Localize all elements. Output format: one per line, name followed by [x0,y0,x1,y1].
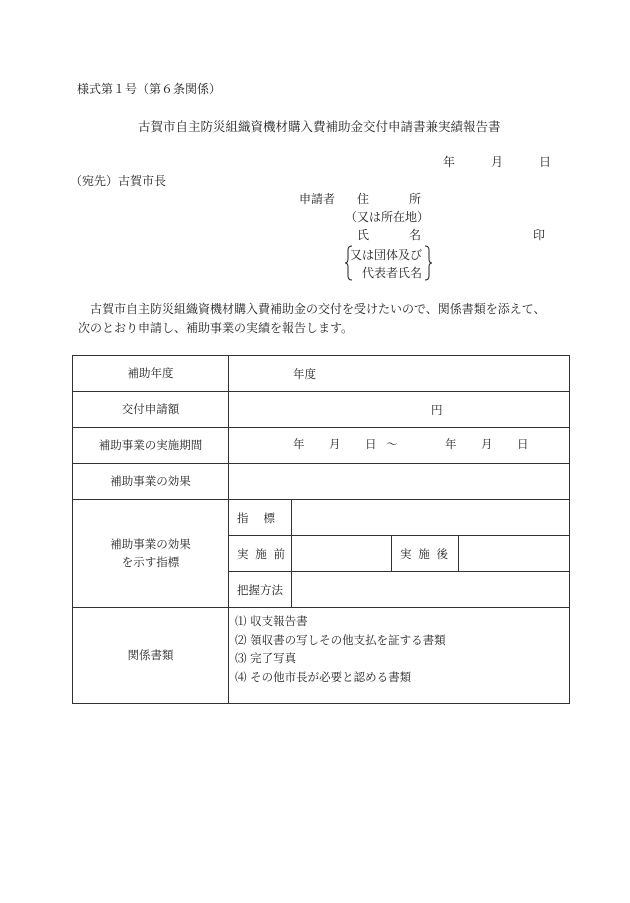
applicant-label: 申請者 [299,192,336,206]
docs-list [229,608,570,704]
period-end-day: 日 [517,436,529,451]
intro-line-2: 次のとおり申請し、補助事業の実績を報告します。 [78,321,354,335]
doc-item: ⑶ 完了写真 [235,651,297,665]
index-label: 指 標 [229,500,292,536]
right-brace-icon [424,245,432,281]
name-note: 又は団体及び 代表者氏名 [345,245,432,281]
index-field[interactable] [292,500,570,536]
indicator-label: 補助事業の効果 を示す指標 [73,500,229,608]
address-label: 住 所 [357,192,421,206]
seal-mark: 印 [533,228,546,242]
period-start-month: 月 [329,436,341,451]
period-end-year: 年 [445,436,457,451]
effect-field[interactable] [229,464,570,500]
after-field[interactable] [459,536,570,572]
effect-label: 補助事業の効果 [73,464,229,500]
docs-row [73,608,570,704]
docs-label: 関係書類 [73,608,229,704]
amount-field[interactable] [229,392,570,428]
period-field[interactable] [229,428,570,464]
date-month: 月 [491,155,504,169]
fiscal-year-label: 補助年度 [73,356,229,392]
address-note: （又は所在地） [345,210,430,224]
date-day: 日 [539,155,552,169]
document-title: 古賀市自主防災組織資機材購入費補助金交付申請書兼実績報告書 [138,119,501,134]
amount-row [73,392,570,428]
fiscal-year-field[interactable] [229,356,570,392]
before-label: 実 施 前 [229,536,292,572]
period-start-day: 日 [365,436,377,451]
method-label: 把握方法 [229,572,292,608]
index-row [73,500,570,536]
method-field[interactable] [292,572,570,608]
after-label: 実 施 後 [392,536,459,572]
application-table [72,355,570,704]
amount-label: 交付申請額 [73,392,229,428]
date-year: 年 [443,155,456,169]
fiscal-year-row [73,356,570,392]
addressee: （宛先）古賀市長 [70,174,167,188]
period-label: 補助事業の実施期間 [73,428,229,464]
period-start-year: 年 [293,436,305,451]
intro-line-1: 古賀市自主防災組織資機材購入費補助金の交付を受けたいので、関係書類を添えて、 [90,302,546,316]
period-row [73,428,570,464]
amount-unit: 円 [431,402,443,417]
name-label: 氏 名 [357,228,421,242]
before-field[interactable] [292,536,392,572]
doc-item: ⑵ 領収書の写しその他支払を証する書類 [235,632,446,647]
fiscal-year-unit: 年度 [293,366,316,381]
period-separator: ～ [386,436,398,451]
doc-item: ⑷ その他市長が必要と認める書類 [235,669,412,684]
form-number: 様式第１号（第６条関係） [77,82,222,96]
period-end-month: 月 [481,436,493,451]
doc-item: ⑴ 収支報告書 [235,614,308,628]
effect-row [73,464,570,500]
